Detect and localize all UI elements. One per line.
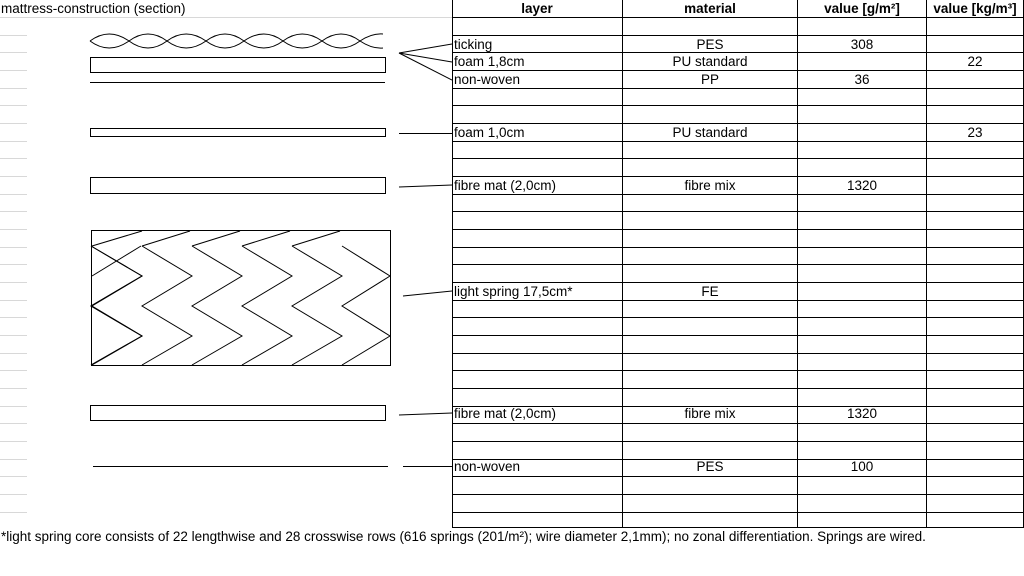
table-row-value-kgm3 — [927, 283, 1023, 300]
table-row-material: PU standard — [672, 54, 748, 69]
table-row-material: fibre mix — [684, 406, 736, 421]
table-row-value-kgm3 — [927, 71, 1023, 88]
table-row-layer: ticking — [454, 37, 493, 52]
table-row-value-gm2: 1320 — [846, 406, 878, 421]
header-layer: layer — [521, 1, 553, 16]
sheet-title: mattress-construction (section) — [1, 1, 186, 16]
table-row-layer: non-woven — [454, 459, 521, 474]
table-row-value-kgm3 — [927, 177, 1023, 194]
table-row-value-gm2: 100 — [850, 459, 874, 474]
table-row-value-gm2 — [798, 124, 926, 141]
table-row-value-gm2 — [798, 53, 926, 70]
table-row-value-gm2: 36 — [854, 72, 870, 87]
table-row-material: FE — [701, 284, 719, 299]
table-row-layer: foam 1,0cm — [454, 125, 525, 140]
table-row-material: PU standard — [672, 125, 748, 140]
table-row-value-gm2 — [798, 283, 926, 300]
header-value-kgm3: value [kg/m³] — [933, 1, 1017, 16]
table-row-layer: fibre mat (2,0cm) — [454, 178, 557, 193]
table-row-layer: fibre mat (2,0cm) — [454, 406, 557, 421]
table-row-value-gm2: 1320 — [846, 178, 878, 193]
table-row-layer: non-woven — [454, 72, 521, 87]
table-row-material: fibre mix — [684, 178, 736, 193]
table-row-material: PES — [696, 459, 724, 474]
table-row-value-kgm3: 23 — [967, 125, 983, 140]
table-row-value-gm2: 308 — [850, 37, 874, 52]
header-material: material — [684, 1, 736, 16]
header-value-gm2: value [g/m²] — [824, 1, 900, 16]
table-row-value-kgm3 — [927, 458, 1023, 475]
footnote: *light spring core consists of 22 lengthwise and 28 crosswise rows (616 springs (201/m²); wire diameter 2,1mm); no zonal differentiation. Springs are wired. — [1, 529, 926, 544]
table-row-layer: light spring 17,5cm* — [454, 284, 573, 299]
table-row-layer: foam 1,8cm — [454, 54, 525, 69]
table-row-value-kgm3: 22 — [967, 54, 983, 69]
table-row-material: PP — [700, 72, 719, 87]
table-row-value-kgm3 — [927, 36, 1023, 53]
table-row-material: PES — [696, 37, 724, 52]
table-row-value-kgm3 — [927, 405, 1023, 422]
